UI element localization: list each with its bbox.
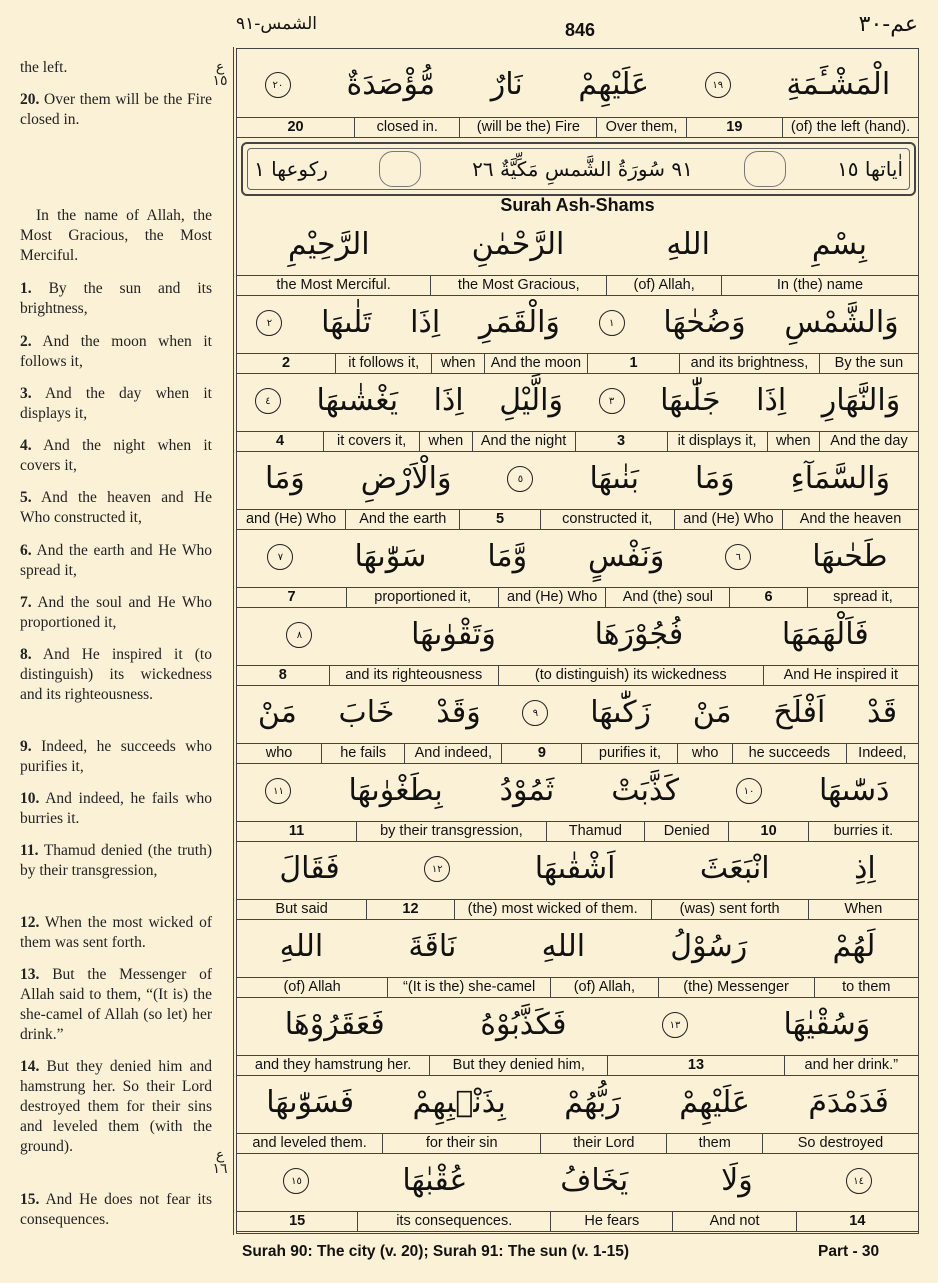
arabic-word: عَلَيْهِمْ [578, 67, 650, 102]
word-translation: he succeeds [732, 744, 846, 763]
word-translation: And indeed, [404, 744, 501, 763]
verse-number: 7 [287, 589, 296, 605]
arabic-word: نَاقَةَ [408, 929, 457, 964]
verse-number-marker: ٢ [256, 310, 282, 336]
word-translation: And the heaven [782, 510, 918, 529]
ayat-count: اٰیاتها ١٥ [837, 157, 903, 181]
translation-line [237, 743, 918, 764]
arabic-word: اَفْلَحَ [773, 695, 826, 730]
verse-note: In the name of Allah, the Most Gracious, the Most Merciful. [20, 207, 212, 264]
arabic-word: بِسْمِ [811, 227, 867, 262]
word-translation: who [677, 744, 731, 763]
verse-note: 9. Indeed, he succeeds who purifies it, [20, 738, 213, 775]
word-translation: But they denied him, [429, 1056, 607, 1075]
word-translation: When [808, 900, 918, 919]
word-translation: who [265, 745, 293, 761]
arabic-word: وَالشَّمْسِ [784, 305, 899, 340]
word-translation: burries it. [808, 822, 918, 841]
verse-note: 11. Thamud denied (the truth) by their transgression, [20, 842, 212, 879]
arabic-word: وَقَدْ [436, 695, 481, 730]
verse-number-marker: ٩ [522, 700, 548, 726]
word-translation: Over them, [596, 118, 685, 137]
arabic-word: كَذَّبَتْ [611, 773, 680, 808]
word-translation: and (He) Who [674, 510, 782, 529]
verse-number: 20 [287, 119, 304, 135]
arabic-word: وَنَفْسٍ [588, 539, 665, 574]
word-translation: And not [672, 1212, 795, 1231]
translation-line [237, 1133, 918, 1154]
surah-reference: الشمس-٩١ [236, 14, 317, 34]
verse-number: 6 [729, 588, 806, 607]
surah-name-arabic: ٩١ سُورَةُ الشَّمسِ مَكِّيَّةٌ ٢٦ [472, 157, 693, 181]
verse-number-marker: ١٣ [662, 1012, 688, 1038]
arabic-word: بَنٰىهَا [589, 461, 639, 496]
arabic-word: اِذَا [410, 305, 441, 340]
word-translation: and its righteousness [329, 666, 498, 685]
verse-number-marker: ٧ [267, 544, 293, 570]
translation-line [237, 431, 918, 452]
arabic-word: مَنْ [692, 695, 732, 730]
arabic-line [237, 529, 918, 585]
arabic-line [237, 997, 918, 1053]
arabic-word: مُّؤْصَدَةٌ [346, 67, 436, 102]
translation-line [237, 353, 918, 374]
word-translation: And the night [472, 432, 575, 451]
word-translation: and they hamstrung her. [254, 1057, 412, 1073]
word-translation: and (He) Who [498, 588, 605, 607]
word-translation: (of) Allah, [606, 276, 721, 295]
arabic-word: وَسُقْيٰهَا [783, 1007, 871, 1042]
verse-number-marker: ٦ [725, 544, 751, 570]
verse-number: 13 [607, 1056, 783, 1075]
arabic-word: وَالَّيْلِ [499, 383, 563, 418]
ruku-count: رکوعها ١ [254, 157, 328, 181]
word-translation: spread it, [807, 588, 918, 607]
verse-number-marker: ٤ [255, 388, 281, 414]
arabic-word: سَوّٰىهَا [354, 539, 427, 574]
word-translation: when [419, 432, 471, 451]
translation-column [0, 48, 232, 1238]
translation-line [237, 275, 918, 296]
juz-reference: عم-٣٠ [858, 12, 918, 37]
verse-note: 1. By the sun and its brightness, [20, 280, 212, 317]
verse-number-marker: ٥ [507, 466, 533, 492]
arabic-word: اِذَا [756, 383, 787, 418]
word-translation: But said [275, 901, 328, 917]
word-translation: when [431, 354, 484, 373]
arabic-word: الرَّحْمٰنِ [471, 227, 565, 262]
word-translation: it displays it, [667, 432, 767, 451]
verse-note: 3. And the day when it displays it, [20, 385, 212, 422]
word-translation: “(It is the) she-camel [387, 978, 550, 997]
word-translation: and its brightness, [679, 354, 819, 373]
arabic-word: وَالْقَمَرِ [478, 305, 560, 340]
arabic-word: اِذِ [854, 851, 876, 886]
word-translation: them [666, 1134, 761, 1153]
translation-line [237, 1055, 918, 1076]
arabic-line [237, 607, 918, 663]
arabic-line [237, 373, 918, 429]
arabic-word: وَالسَّمَآءِ [790, 461, 890, 496]
verse-number: 3 [575, 432, 667, 451]
arabic-word: يَغْشٰىهَا [316, 383, 399, 418]
arabic-word: دَسّٰىهَا [818, 773, 890, 808]
arabic-word: طَحٰىهَا [812, 539, 888, 574]
verse-note: 12. When the most wicked of them was sent forth. [20, 914, 212, 951]
word-translation: Thamud [546, 822, 644, 841]
verse-note: 7. And the soul and He Who proportioned it, [20, 594, 212, 631]
verse-number-marker: ١١ [265, 778, 291, 804]
word-translation: By the sun [819, 354, 918, 373]
arabic-word: قَدْ [867, 695, 898, 730]
word-translation: it covers it, [323, 432, 419, 451]
word-translation: he fails [321, 744, 404, 763]
word-translation: And (the) soul [605, 588, 729, 607]
verse-number: 1 [587, 354, 679, 373]
arabic-word: وَضُحٰهَا [663, 305, 746, 340]
translation-line [237, 117, 918, 138]
arabic-word: فَعَقَرُوْهَا [284, 1007, 385, 1042]
arabic-word: عُقْبٰهَا [402, 1163, 468, 1198]
verse-number-marker: ١ [599, 310, 625, 336]
verse-number-marker: ١٩ [705, 72, 731, 98]
word-translation: constructed it, [540, 510, 674, 529]
arabic-word: لَهُمْ [832, 929, 876, 964]
ornament-icon [379, 151, 421, 187]
arabic-word: مَنْ [257, 695, 297, 730]
arabic-word: خَابَ [338, 695, 395, 730]
word-translation: the Most Merciful. [276, 277, 391, 293]
arabic-word: وَالنَّهَارِ [821, 383, 901, 418]
verse-number: 14 [796, 1212, 918, 1231]
verse-note: 6. And the earth and He Who spread it, [20, 542, 212, 579]
arabic-word: انْبَعَثَ [699, 851, 770, 886]
word-translation: And the moon [484, 354, 587, 373]
page-number: 846 [564, 20, 596, 40]
word-translation: purifies it, [581, 744, 677, 763]
verse-number-marker: ١٢ [424, 856, 450, 882]
word-translation: to them [814, 978, 918, 997]
translation-line [237, 821, 918, 842]
verse-number-marker: ١٠ [736, 778, 762, 804]
arabic-word: فَقَالَ [279, 851, 340, 886]
arabic-word: فَكَذَّبُوْهُ [480, 1007, 567, 1042]
word-translation: proportioned it, [346, 588, 498, 607]
ornament-icon [744, 151, 786, 187]
ruku-mark: ع ١٥ [212, 59, 228, 89]
arabic-word: الرَّحِيْمِ [288, 227, 370, 262]
arabic-line [237, 763, 918, 819]
word-translation: the Most Gracious, [430, 276, 606, 295]
page-header [0, 0, 938, 48]
word-translation: (to distinguish) its wickedness [498, 666, 763, 685]
word-translation: and her drink.” [784, 1056, 918, 1075]
verse-number: 8 [278, 667, 287, 683]
word-translation: its consequences. [357, 1212, 550, 1231]
word-by-word-panel [236, 48, 919, 1234]
verse-number: 10 [728, 822, 807, 841]
word-translation: it follows it, [335, 354, 431, 373]
arabic-word: اللهِ [279, 929, 324, 964]
arabic-line [237, 1075, 918, 1131]
arabic-line [237, 841, 918, 897]
verse-number: 12 [366, 900, 453, 919]
arabic-word: عَلَيْهِمْ [679, 1085, 750, 1120]
translation-line [237, 1211, 918, 1232]
word-translation: And He inspired it [763, 666, 918, 685]
translation-line [237, 977, 918, 998]
verse-number-marker: ١٥ [283, 1168, 309, 1194]
verse-note: 14. But they denied him and hamstrung her. So their Lord destroyed them for their sins and leveled them (with the ground). [20, 1058, 213, 1155]
verse-note: 4. And the night when it covers it, [20, 437, 212, 474]
arabic-line [237, 919, 918, 975]
word-translation: when [767, 432, 819, 451]
verse-note: 8. And He inspired it (to distinguish) its wickedness and its righteousness. [20, 646, 212, 703]
arabic-word: بِذَنْۢبِهِمْ [412, 1085, 506, 1120]
arabic-word: وَّمَا [487, 539, 528, 574]
verse-number-marker: ١٤ [846, 1168, 872, 1194]
arabic-word: اِذَا [433, 383, 464, 418]
word-translation: (of) Allah, [550, 978, 657, 997]
verse-number: 5 [459, 510, 539, 529]
footer-reference: Surah 90: The city (v. 20); Surah 91: The sun (v. 1-15) [242, 1243, 630, 1260]
arabic-word: وَتَقْوٰىهَا [411, 617, 496, 652]
translation-line [237, 665, 918, 686]
surah-title: Surah Ash-Shams [500, 195, 655, 215]
word-translation: for their sin [382, 1134, 540, 1153]
arabic-word: وَالْاَرْضِ [360, 461, 452, 496]
verse-number: 4 [276, 433, 285, 449]
surah-banner [241, 142, 916, 196]
arabic-word: يَخَافُ [560, 1163, 629, 1198]
word-translation: So destroyed [762, 1134, 918, 1153]
verse-number-marker: ٨ [286, 622, 312, 648]
word-translation: (of) the left (hand). [782, 118, 918, 137]
verse-number: 11 [288, 823, 305, 839]
ruku-mark: ع ١٦ [212, 1147, 228, 1177]
word-translation: And the earth [345, 510, 459, 529]
word-translation: closed in. [354, 118, 459, 137]
verse-number-marker: ٢٠ [265, 72, 291, 98]
word-translation: and (He) Who [245, 511, 337, 527]
verse-number: 9 [501, 744, 581, 763]
arabic-line [237, 295, 918, 351]
verse-note: 10. And indeed, he fails who burries it. [20, 790, 212, 827]
translation-line [237, 899, 918, 920]
arabic-word: جَلّٰىهَا [660, 383, 721, 418]
arabic-word: وَلَا [721, 1163, 753, 1198]
word-translation: (the) Messenger [658, 978, 814, 997]
arabic-word: اللهِ [541, 929, 586, 964]
arabic-line [237, 451, 918, 507]
verse-number: 19 [686, 118, 782, 137]
word-translation: (of) Allah [283, 979, 341, 995]
verse-number-marker: ٣ [599, 388, 625, 414]
verse-number: 15 [289, 1213, 306, 1229]
arabic-word: وَمَا [694, 461, 735, 496]
word-translation: (was) sent forth [651, 900, 808, 919]
arabic-word: رَسُوْلُ [670, 929, 748, 964]
arabic-line [237, 1153, 918, 1209]
arabic-word: وَمَا [265, 461, 305, 496]
arabic-word: فَاَلْهَمَهَا [781, 617, 869, 652]
arabic-word: تَلٰىهَا [321, 305, 372, 340]
word-translation: by their transgression, [356, 822, 546, 841]
word-translation: (will be the) Fire [459, 118, 596, 137]
arabic-word: فَدَمْدَمَ [808, 1085, 889, 1120]
arabic-line [237, 685, 918, 741]
verse-note: 5. And the heaven and He Who constructed it, [20, 489, 212, 526]
word-translation: And the day [819, 432, 918, 451]
arabic-line [237, 217, 918, 273]
word-translation: Indeed, [846, 744, 918, 763]
arabic-word: اللهِ [666, 227, 710, 262]
arabic-word: بِطَغْوٰىهَا [348, 773, 443, 808]
arabic-word: فَسَوّٰىهَا [266, 1085, 355, 1120]
arabic-word: ثَمُوْدُ [499, 773, 555, 808]
word-translation: their Lord [540, 1134, 666, 1153]
verse-note: 15. And He does not fear its consequences. [20, 1191, 212, 1228]
translation-line [237, 509, 918, 530]
word-translation: and leveled them. [252, 1135, 367, 1151]
arabic-word: فُجُوْرَهَا [594, 617, 684, 652]
arabic-word: الْمَشْـَٔمَةِ [786, 67, 891, 102]
translation-line [237, 587, 918, 608]
word-translation: Denied [644, 822, 728, 841]
verse-note: the left. [20, 59, 68, 76]
arabic-word: رَبُّهُمْ [564, 1085, 621, 1120]
verse-note: 20. Over them will be the Fire closed in. [20, 91, 213, 128]
verse-number: 2 [282, 355, 291, 371]
arabic-line [237, 55, 918, 115]
word-translation: He fears [550, 1212, 672, 1231]
arabic-word: نَارٌ [490, 67, 523, 102]
arabic-word: زَكّٰىهَا [590, 695, 651, 730]
arabic-word: اَشْقٰىهَا [534, 851, 616, 886]
verse-note: 13. But the Messenger of Allah said to them, “(It is) the she-camel of Allah (so let) her drink.” [20, 966, 213, 1043]
verse-note: 2. And the moon when it follows it, [20, 333, 212, 370]
word-translation: In (the) name [721, 276, 918, 295]
footer-part: Part - 30 [818, 1243, 880, 1260]
word-translation: (the) most wicked of them. [454, 900, 651, 919]
